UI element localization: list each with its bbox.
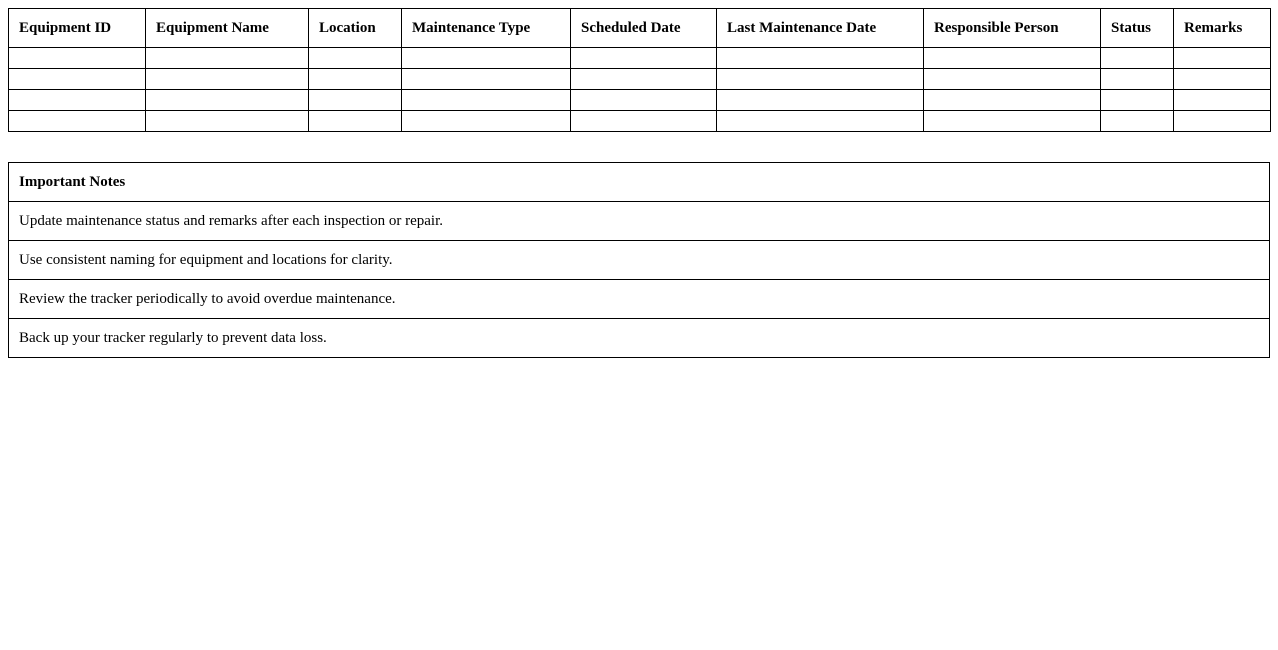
table-cell[interactable] (9, 111, 146, 132)
table-row (9, 48, 1271, 69)
table-header-row (9, 9, 1271, 48)
note-item: Review the tracker periodically to avoid overdue maintenance. (9, 280, 1270, 319)
column-header-location: Location (309, 9, 402, 48)
table-cell[interactable] (309, 48, 402, 69)
table-cell[interactable] (1174, 111, 1271, 132)
table-cell[interactable] (571, 69, 717, 90)
table-cell[interactable] (717, 69, 924, 90)
note-row (9, 202, 1270, 241)
column-header-status: Status (1101, 9, 1174, 48)
note-item: Use consistent naming for equipment and locations for clarity. (9, 241, 1270, 280)
table-cell[interactable] (1101, 111, 1174, 132)
note-row (9, 280, 1270, 319)
column-header-equipment-id: Equipment ID (9, 9, 146, 48)
table-cell[interactable] (717, 90, 924, 111)
table-cell[interactable] (402, 48, 571, 69)
note-item: Back up your tracker regularly to prevent data loss. (9, 319, 1270, 358)
column-header-equipment-name: Equipment Name (146, 9, 309, 48)
table-cell[interactable] (717, 48, 924, 69)
table-cell[interactable] (571, 48, 717, 69)
note-row (9, 319, 1270, 358)
table-cell[interactable] (924, 90, 1101, 111)
table-cell[interactable] (1174, 90, 1271, 111)
note-row (9, 241, 1270, 280)
note-item: Update maintenance status and remarks after each inspection or repair. (9, 202, 1270, 241)
table-cell[interactable] (9, 69, 146, 90)
table-cell[interactable] (924, 111, 1101, 132)
table-cell[interactable] (402, 111, 571, 132)
notes-heading: Important Notes (9, 163, 1270, 202)
table-cell[interactable] (571, 90, 717, 111)
table-row (9, 111, 1271, 132)
column-header-remarks: Remarks (1174, 9, 1271, 48)
table-cell[interactable] (402, 69, 571, 90)
column-header-responsible-person: Responsible Person (924, 9, 1101, 48)
table-cell[interactable] (146, 69, 309, 90)
table-cell[interactable] (1174, 48, 1271, 69)
table-cell[interactable] (146, 90, 309, 111)
table-cell[interactable] (146, 111, 309, 132)
table-row (9, 90, 1271, 111)
maintenance-tracker-table (8, 8, 1271, 132)
table-cell[interactable] (9, 90, 146, 111)
table-cell[interactable] (1101, 48, 1174, 69)
table-cell[interactable] (9, 48, 146, 69)
column-header-last-maintenance-date: Last Maintenance Date (717, 9, 924, 48)
column-header-maintenance-type: Maintenance Type (402, 9, 571, 48)
table-cell[interactable] (1101, 69, 1174, 90)
column-header-scheduled-date: Scheduled Date (571, 9, 717, 48)
table-cell[interactable] (146, 48, 309, 69)
table-row (9, 69, 1271, 90)
table-cell[interactable] (1101, 90, 1174, 111)
table-cell[interactable] (717, 111, 924, 132)
table-cell[interactable] (309, 90, 402, 111)
table-cell[interactable] (309, 69, 402, 90)
table-cell[interactable] (402, 90, 571, 111)
notes-heading-row (9, 163, 1270, 202)
table-cell[interactable] (1174, 69, 1271, 90)
table-cell[interactable] (571, 111, 717, 132)
table-cell[interactable] (309, 111, 402, 132)
table-cell[interactable] (924, 48, 1101, 69)
important-notes-table (8, 162, 1270, 358)
table-cell[interactable] (924, 69, 1101, 90)
